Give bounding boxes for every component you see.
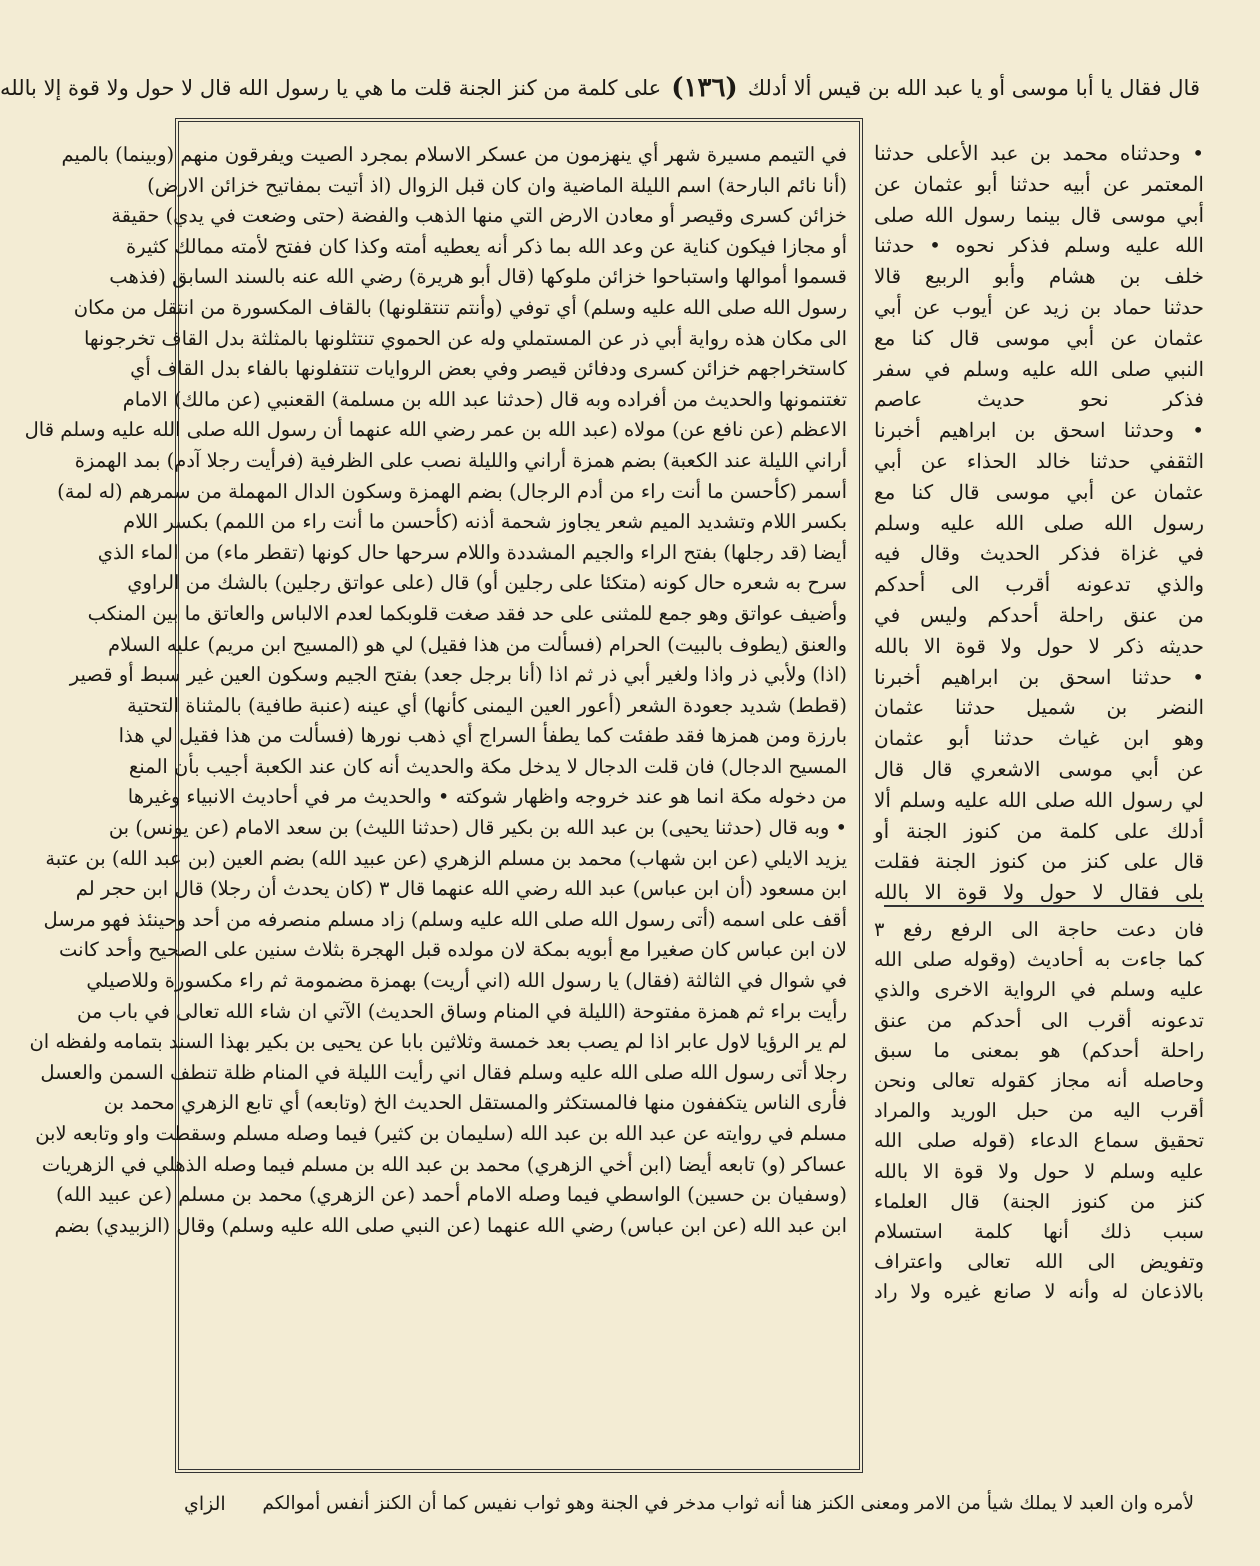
text-line: تغتنمونها والحديث من أفراده وبه قال (حدثنا عبد الله بن مسلمة) القعنبي (عن مالك) الامام xyxy=(122,387,847,411)
text-line: ابن عبد الله (عن ابن عباس) رضي الله عنهما (عن النبي صلى الله عليه وسلم) وقال (الزبيدي) بضم xyxy=(54,1213,847,1237)
text-line: (وسفيان بن حسين) الواسطي فيما وصله الامام أحمد (عن الزهري) محمد بن مسلم (عن عبيد الله) xyxy=(56,1183,847,1207)
margin-line: خلف بن هشام وأبو الربيع قالا xyxy=(874,264,1204,289)
margin-line: عثمان عن أبي موسى قال كنا مع xyxy=(874,325,1204,350)
text-line: بكسر اللام وتشديد الميم شعر يجاوز شحمة أذنه (كأحسن ما أنت راء من اللمم) بكسر اللام xyxy=(123,510,847,534)
margin-line: قال على كنز من كنوز الجنة فقلت xyxy=(874,849,1204,874)
margin-line: في غزاة فذكر الحديث وقال فيه xyxy=(874,541,1204,566)
text-line: الى مكان هذه رواية أبي ذر عن المستملي وله عن الحموي تنتثلونها بالمثلثة بدل القاف تخرجونها xyxy=(83,326,847,350)
margin-line: فذكر نحو حديث عاصم xyxy=(874,387,1204,412)
text-line: لم ير الرؤيا لاول عابر اذا لم يصب بعد خمسة وثلاثين بابا عن يحيى بن بكير بهذا السند بتمامه ولفظه ان xyxy=(29,1030,847,1054)
text-line: أسمر (كأحسن ما أنت راء من أدم الرجال) بضم الهمزة وسكون الدال المهملة من سمرهم (له لمة) xyxy=(57,479,847,503)
text-line: من دخوله مكة انما هو عند خروجه واظهار شوكته • والحديث مر في أحاديث الانبياء وغيرها xyxy=(127,785,847,809)
text-line: كاستخراجهم خزائن كسرى ودفائن قيصر وفي بعض الروايات تنتفلونها بالفاء بدل القاف أي xyxy=(130,357,847,381)
margin-line: • وحدثناه محمد بن عبد الأعلى حدثنا xyxy=(874,141,1204,165)
text-line: وأضيف عواتق وهو جمع للمثنى على حد فقد صغت قلوبكما لعدم الالباس والعاتق ما بين المنكب xyxy=(87,601,847,625)
margin-line: بلى فقال لا حول ولا قوة الا بالله xyxy=(874,880,1204,905)
page-footer xyxy=(184,1493,1194,1523)
text-line: • وبه قال (حدثنا يحيى) بن عبد الله بن بكير قال (حدثنا الليث) بن سعد الامام (عن يونس) بن xyxy=(108,816,847,840)
commentary-frame xyxy=(24,118,863,1473)
commentary-line: عليه وسلم في الرواية الاخرى والذي xyxy=(874,978,1204,1002)
commentary-line: كنز من كنوز الجنة) قال العلماء xyxy=(874,1189,1204,1213)
margin-line: حديثه ذكر لا حول ولا قوة الا بالله xyxy=(874,633,1204,658)
text-line: أيضا (قد رجلها) بفتح الراء والجيم المشددة واللام سرحها حال كونها (تقطر ماء) من الماء الذي xyxy=(97,540,847,564)
margin-line: من عنق راحلة أحدكم وليس في xyxy=(874,602,1204,627)
commentary-line: بالاذعان له وأنه لا صانع غيره ولا راد xyxy=(874,1280,1204,1304)
page-number: (١٣٦) xyxy=(671,73,738,103)
margin-line: عن أبي موسى الاشعري قال قال xyxy=(874,756,1204,781)
hadith-text-column xyxy=(874,138,1204,905)
commentary-line: وتفويض الى الله تعالى واعتراف xyxy=(874,1250,1204,1274)
catchword: الزاي xyxy=(184,1493,226,1515)
nawawi-commentary-column xyxy=(874,915,1204,1307)
margin-line: حدثنا حماد بن زيد عن أيوب عن أبي xyxy=(874,294,1204,319)
margin-line: الله عليه وسلم فذكر نحوه • حدثنا xyxy=(874,233,1204,258)
text-line: خزائن كسرى وقيصر أو معادن الارض التي منها الذهب والفضة (حتى وضعت في يدي) حقيقة xyxy=(111,204,847,228)
text-line: المسيح الدجال) فان قلت الدجال لا يدخل مكة والحديث أنه كان عند الكعبة أجيب بأن المنع xyxy=(128,754,847,778)
margin-column xyxy=(874,138,1204,1307)
text-line: أراني الليلة عند الكعبة) بضم همزة أراني والليلة نصب على الظرفية (فرأيت رجلا آدم) بمد الهمزة xyxy=(74,448,847,472)
running-header xyxy=(0,68,1200,108)
footer-text: لأمره وان العبد لا يملك شيأ من الامر ومعنى الكنز هنا أنه ثواب مدخر في الجنة وهو ثواب نفيس كما أن الكنز أنفس أموالكم xyxy=(262,1493,1194,1514)
header-right-text: قال فقال يا أبا موسى أو يا عبد الله بن قيس ألا أدلك xyxy=(747,76,1200,100)
commentary-line: سبب ذلك أنها كلمة استسلام xyxy=(874,1219,1204,1243)
margin-line: لي رسول الله صلى الله عليه وسلم ألا xyxy=(874,787,1204,812)
margin-line: أدلك على كلمة من كنوز الجنة أو xyxy=(874,818,1204,843)
commentary-line: أقرب اليه من حبل الوريد والمراد xyxy=(874,1099,1204,1123)
margin-line: النبي صلى الله عليه وسلم في سفر xyxy=(874,356,1204,381)
header-left-text: على كلمة من كنز الجنة قلت ما هي يا رسول الله قال لا حول ولا قوة إلا بالله xyxy=(0,76,662,100)
commentary-line: فان دعت حاجة الى الرفع رفع ٣ xyxy=(874,918,1204,941)
text-line: قسموا أموالها واستباحوا خزائن ملوكها (قال أبو هريرة) رضي الله عنه بالسند السابق (فذهب xyxy=(109,265,847,289)
text-line: (اذا) ولأبي ذر واذا ولغير أبي ذر ثم اذا (أنا برجل جعد) بفتح الجيم وسكون العين غير سبط أو قصير xyxy=(69,663,847,687)
commentary-line: تدعونه أقرب الى أحدكم من عنق xyxy=(874,1008,1204,1032)
text-line: لان ابن عباس كان صغيرا مع أبويه بمكة لان مولده قبل الهجرة بثلاث سنين على الصحيح وأحد كانت xyxy=(59,938,847,962)
commentary-line: تحقيق سماع الدعاء (قوله صلى الله xyxy=(874,1129,1204,1153)
commentary-line: راحلة أحدكم) هو بمعنى ما سبق xyxy=(874,1038,1204,1062)
margin-line: • حدثنا اسحق بن ابراهيم أخبرنا xyxy=(874,664,1204,689)
text-line: رجلا أتى رسول الله صلى الله عليه وسلم فقال اني رأيت الليلة في المنام ظلة تنطف السمن والعسل xyxy=(40,1060,847,1084)
margin-line: والذي تدعونه أقرب الى أحدكم xyxy=(874,572,1204,597)
commentary-line: كما جاءت به أحاديث (وقوله صلى الله xyxy=(874,948,1204,972)
margin-line: • وحدثنا اسحق بن ابراهيم أخبرنا xyxy=(874,418,1204,443)
text-line: (أنا نائم البارحة) اسم الليلة الماضية وان كان قبل الزوال (اذ أتيت بمفاتيح خزائن الارض) xyxy=(147,173,847,197)
text-line: سرح به شعره حال كونه (متكئا على رجلين أو) قال (على عواتق رجلين) بالشك من الراوي xyxy=(127,571,847,595)
margin-line: عثمان عن أبي موسى قال كنا مع xyxy=(874,479,1204,504)
margin-line: وهو ابن غياث حدثنا أبو عثمان xyxy=(874,726,1204,751)
text-line: يزيد الايلي (عن ابن شهاب) محمد بن مسلم الزهري (عن عبيد الله) بضم العين (بن عبد الله) بن عتبة xyxy=(45,846,847,870)
text-line: (قطط) شديد جعودة الشعر (أعور العين اليمنى كأنها) أي عينه (عنبة طافية) بالمثناة التحتية xyxy=(126,693,847,717)
margin-line: رسول الله صلى الله عليه وسلم xyxy=(874,510,1204,535)
text-line: رسول الله صلى الله عليه وسلم) أي توفي (وأنتم تنتقلونها) بالقاف المكسورة من انتقل من مكان xyxy=(73,295,847,319)
text-line: عساكر (و) تابعه أيضا (ابن أخي الزهري) محمد بن عبد الله بن مسلم فيما وصله الذهلي في الزهريات xyxy=(41,1152,847,1176)
margin-line: الثقفي حدثنا خالد الحذاء عن أبي xyxy=(874,448,1204,473)
margin-line: أبي موسى قال بينما رسول الله صلى xyxy=(874,202,1204,227)
text-line: مسلم في روايته عن عبد الله بن عبد الله (سليمان بن كثير) فيما وصله مسلم وسقطت واو وتابعه لابن xyxy=(35,1122,847,1145)
text-line: ابن مسعود (أن ابن عباس) عبد الله رضي الله عنهما قال ٣ (كان يحدث أن رجلا) قال ابن حجر لم xyxy=(75,877,847,901)
text-line: الاعظم (عن نافع عن) مولاه (عبد الله بن عمر رضي الله عنهما أن رسول الله صلى الله عليه وسلم قال xyxy=(24,418,847,442)
margin-line: المعتمر عن أبيه حدثنا أبو عثمان عن xyxy=(874,171,1204,196)
text-line: أقف على اسمه (أتى رسول الله صلى الله عليه وسلم) زاد مسلم منصرفه من أحد وحينئذ فهو مرسل xyxy=(43,907,847,931)
commentary-line: وحاصله أنه مجاز كقوله تعالى ونحن xyxy=(874,1068,1204,1092)
text-line: في التيمم مسيرة شهر أي ينهزمون من عسكر الاسلام بمجرد الصيت ويفرقون منهم (وبينما) بالميم xyxy=(61,143,847,166)
commentary-line: عليه وسلم لا حول ولا قوة الا بالله xyxy=(874,1159,1204,1183)
margin-line: النضر بن شميل حدثنا عثمان xyxy=(874,695,1204,720)
text-line: في شوال في الثالثة (فقال) يا رسول الله (اني أريت) بهمزة مضمومة ثم راء مكسورة وللاصيلي xyxy=(86,969,847,993)
text-line: فأرى الناس يتكففون منها فالمستكثر والمستقل الحديث الخ (وتابعه) أي تابع الزهري محمد بن xyxy=(103,1091,847,1115)
text-line: رأيت براء ثم همزة مفتوحة (الليلة في المنام وساق الحديث) الآتي ان شاء الله تعالى في باب من xyxy=(76,999,847,1023)
text-line: أو مجازا فيكون كناية عن وعد الله بما ذكر أنه يعطيه أمته وكذا كان ففتح لأمته ممالك كثيرة xyxy=(126,234,847,258)
text-line: بارزة ومن همزها فقد طفئت كما يطفأ السراج أي ذهب نورها (فسألت من هذا فقيل لي هذا xyxy=(118,724,847,748)
text-line: والعنق (يطوف بالبيت) الحرام (فسألت من هذا فقيل) لي هو (المسيح ابن مريم) عليه السلام xyxy=(108,632,847,656)
